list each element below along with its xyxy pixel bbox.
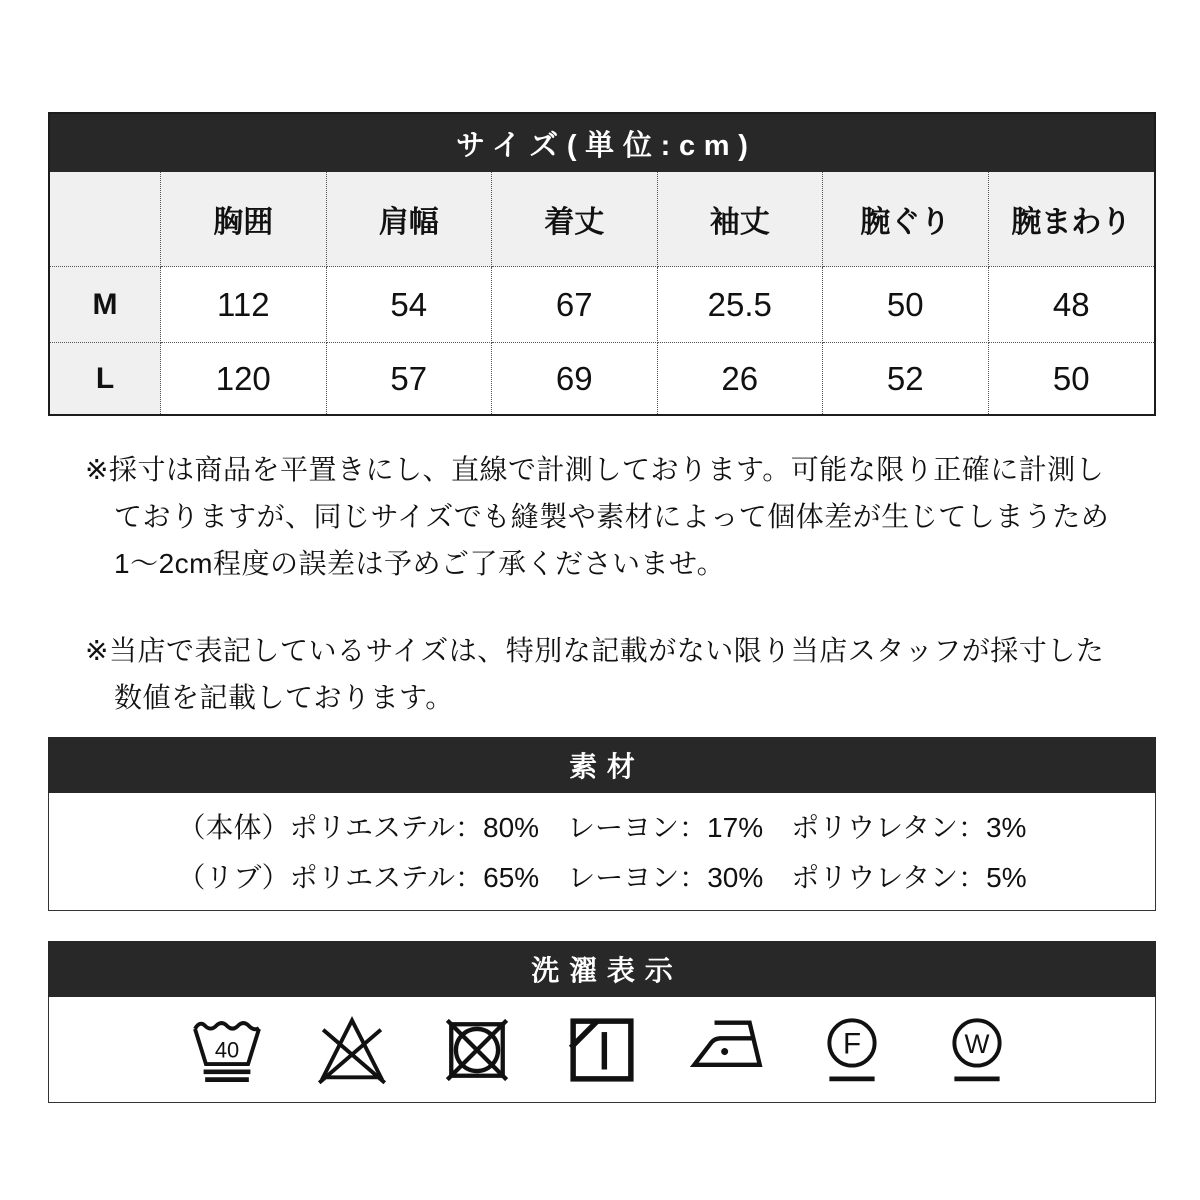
size-section-title: サイズ(単位:cm) [456,129,757,162]
material-composition [48,793,1156,911]
size-value: 69 [492,343,658,414]
size-value: 120 [161,343,327,414]
column-header-chest: 胸囲 [161,172,327,267]
do-not-tumble-dry-icon [437,1011,517,1089]
size-value: 50 [989,343,1155,414]
size-value: 52 [823,343,989,414]
size-table [50,172,1154,414]
note-measurement-accuracy [85,446,1156,587]
size-section [48,112,1156,416]
column-header-shoulder: 肩幅 [327,172,493,267]
product-info-page [48,0,1156,1103]
wet-clean-letter: W [964,1028,990,1059]
size-value: 54 [327,267,493,343]
dry-clean-f-gentle-icon [812,1011,892,1089]
material-section-title: 素材 [569,751,645,782]
dry-clean-letter: F [842,1026,862,1060]
column-header-length: 着丈 [492,172,658,267]
column-header-armhole: 腕ぐり [823,172,989,267]
size-value: 50 [823,267,989,343]
note-line: 数値を記載しております。 [114,682,454,713]
wash-40-very-gentle-icon [187,1011,267,1089]
size-value: 26 [658,343,824,414]
laundry-care-header [48,941,1156,997]
row-label-m: M [50,267,161,343]
size-value: 25.5 [658,267,824,343]
column-header-sleeve: 袖丈 [658,172,824,267]
size-section-header [50,114,1154,172]
material-line-body: （本体）ポリエステル：80% レーヨン：17% ポリウレタン：3% [177,812,1027,843]
wet-clean-w-gentle-icon [937,1011,1017,1089]
laundry-care-section [48,941,1156,1103]
size-value: 48 [989,267,1155,343]
laundry-care-title: 洗濯表示 [531,955,683,986]
size-table-corner-cell [50,172,161,267]
size-value: 57 [327,343,493,414]
laundry-care-symbols [48,997,1156,1103]
line-dry-in-shade-icon [562,1011,642,1089]
material-line-rib: （リブ）ポリエステル：65% レーヨン：30% ポリウレタン：5% [177,862,1027,893]
note-line: ※採寸は商品を平置きにし、直線で計測しております。可能な限り正確に計測し [85,454,1105,485]
size-value: 67 [492,267,658,343]
do-not-bleach-icon [312,1011,392,1089]
note-staff-measured [85,627,1156,721]
iron-low-heat-icon [687,1011,767,1089]
measurement-notes [85,446,1156,721]
material-section-header [48,737,1156,793]
note-line: ※当店で表記しているサイズは、特別な記載がない限り当店スタッフが採寸した [85,635,1105,666]
size-value: 112 [161,267,327,343]
row-label-l: L [50,343,161,414]
wash-temperature: 40 [214,1037,240,1062]
material-section [48,737,1156,911]
note-line: ておりますが、同じサイズでも縫製や素材によって個体差が生じてしまうため [114,501,1110,532]
column-header-arm-circumference: 腕まわり [989,172,1155,267]
note-line: 1～2cm程度の誤差は予めご了承くださいませ。 [114,548,726,579]
